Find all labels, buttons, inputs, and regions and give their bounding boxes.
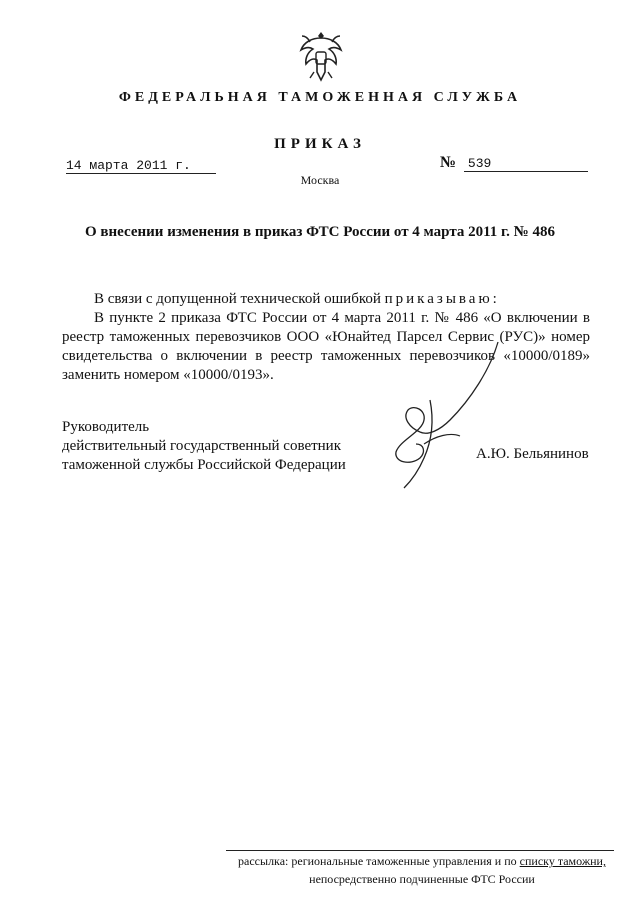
order-subject: О внесении изменения в приказ ФТС России от 4 марта 2011 г. № 486 xyxy=(85,224,555,240)
distribution-note xyxy=(222,852,622,888)
city: Москва xyxy=(300,173,340,187)
order-word: приказываю: xyxy=(384,291,500,307)
document-type: ПРИКАЗ xyxy=(274,136,366,152)
order-date-value: 14 марта 2011 г. xyxy=(66,158,191,173)
agency-name: ФЕДЕРАЛЬНАЯ ТАМОЖЕННАЯ СЛУЖБА xyxy=(118,90,522,105)
handwritten-signature-icon xyxy=(380,340,520,490)
distribution-list-link: списку таможни, xyxy=(519,854,606,868)
signer-title-line-3: таможенной службы Российской Федерации xyxy=(62,457,346,473)
signer-title xyxy=(62,418,346,475)
coat-of-arms-icon xyxy=(298,28,344,84)
order-date xyxy=(66,158,216,174)
order-number xyxy=(440,154,588,172)
distribution-prefix: рассылка: региональные таможенные управления и по xyxy=(238,854,517,868)
signer-title-line-1: Руководитель xyxy=(62,419,150,435)
signer-name: А.Ю. Бельянинов xyxy=(476,446,589,462)
order-number-value: 539 xyxy=(464,156,588,172)
signer-title-line-2: действительный государственный советник xyxy=(62,438,342,454)
intro-line xyxy=(62,290,590,309)
body-paragraph: В пункте 2 приказа ФТС России от 4 марта 2011 г. № 486 «О включении в реестр таможенных перевозчиков ООО «Юнайтед Парсел Сервис (РУС)» номер свидетельства о включении в реестр таможенных перевозчиков «10000/0189» заменить номером «10000/0193». xyxy=(62,310,590,383)
distribution-line-2: непосредственно подчиненные ФТС России xyxy=(309,872,535,886)
intro-text: В связи с допущенной технической ошибкой xyxy=(94,291,381,307)
footer-divider xyxy=(226,850,614,851)
distribution-line-1 xyxy=(222,852,622,870)
number-sign: № xyxy=(440,154,457,171)
